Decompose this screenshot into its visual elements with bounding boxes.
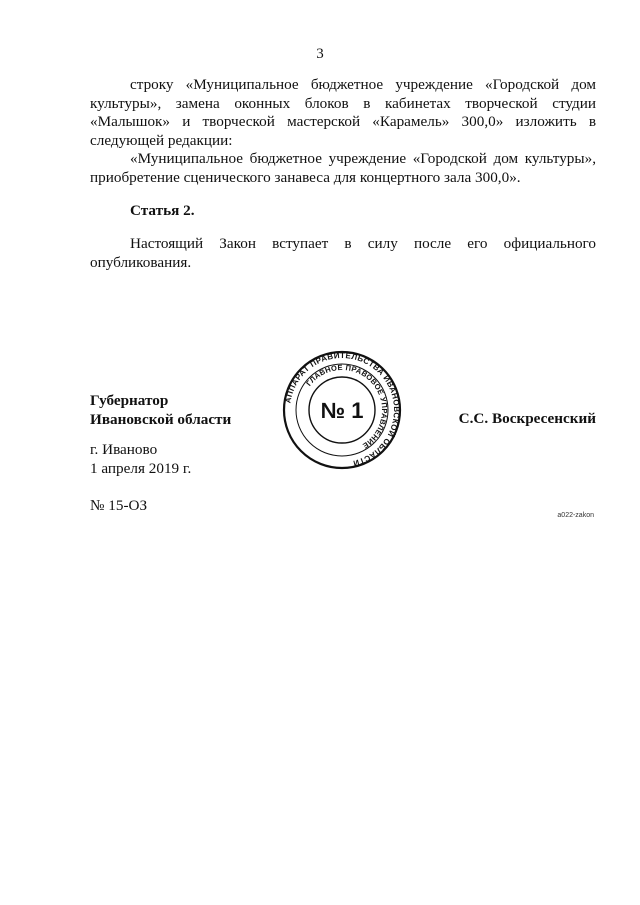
article-heading: Статья 2.	[130, 202, 195, 219]
amendment-text	[90, 76, 596, 188]
place: г. Иваново	[90, 441, 158, 458]
law-number: № 15-ОЗ	[90, 497, 148, 514]
article-paragraph: Настоящий Закон вступает в силу после его официального опубликования.	[90, 235, 596, 271]
page-number: 3	[316, 46, 324, 62]
seal-ring-text: ГЛАВНОЕ ПРАВОВОЕ УПРАВЛЕНИЕ	[304, 362, 390, 451]
document-code: a022-zakon	[557, 512, 594, 519]
seal-center-text: № 1	[320, 398, 364, 423]
date: 1 апреля 2019 г.	[90, 459, 192, 477]
paragraph-amendment-new: «Муниципальное бюджетное учреждение «Городской дом культуры», приобретение сценического занавеса для концертного зала 300,0».	[90, 150, 596, 186]
official-seal	[282, 350, 402, 470]
signer-title	[90, 392, 231, 429]
signer-name: С.С. Воскресенский	[458, 410, 596, 427]
seal-outer-text: АППАРАТ ПРАВИТЕЛЬСТВА ИВАНОВСКОЙ ОБЛАСТИ	[283, 350, 402, 468]
article-body	[90, 235, 596, 272]
signer-title-line1: Губернатор	[90, 392, 169, 409]
place-date	[90, 441, 191, 478]
signer-title-line2: Ивановской области	[90, 410, 232, 428]
paragraph-amendment-old: строку «Муниципальное бюджетное учреждение «Городской дом культуры», замена оконных блоков в кабинетах творческой студии «Малышок» и творческой мастерской «Карамель» 300,0» изложить в следующей редакции:	[90, 76, 596, 149]
